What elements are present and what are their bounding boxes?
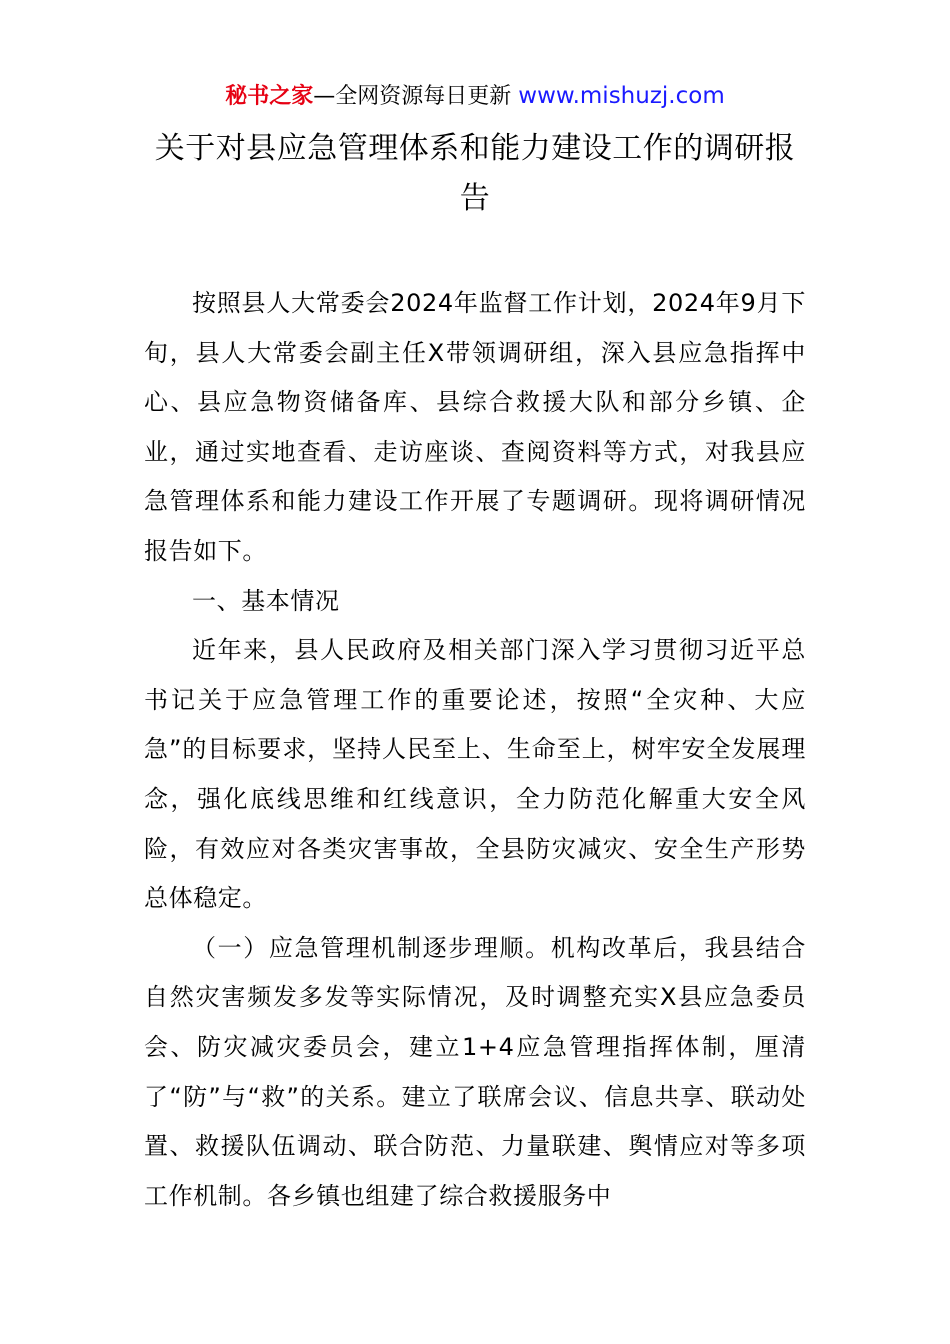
site-url-link[interactable]: www.mishuzj.com <box>518 83 725 109</box>
document-body <box>144 279 806 1221</box>
section-heading-basic-situation: 一、基本情况 <box>192 586 340 615</box>
document-title: 关于对县应急管理体系和能力建设工作的调研报告 <box>154 131 796 216</box>
site-header <box>0 78 950 115</box>
paragraph-subsection-1: （一）应急管理机制逐步理顺。机构改革后，我县结合自然灾害频发多发等实际情况，及时调整充实X县应急委员会、防灾减灾委员会，建立1+4应急管理指挥体制，厘清了“防”与“救”的关系。建立了联席会议、信息共享、联动处置、救援队伍调动、联合防范、力量联建、舆情应对等多项工作机制。各乡镇也组建了综合救援服务中 <box>144 933 806 1210</box>
brand-name: 秘书之家 <box>225 84 314 109</box>
paragraph-intro: 按照县人大常委会2024年监督工作计划，2024年9月下旬，县人大常委会副主任X带领调研组，深入县应急指挥中心、县应急物资储备库、县综合救援大队和部分乡镇、企业，通过实地查看、走访座谈、查阅资料等方式，对我县应急管理体系和能力建设工作开展了专题调研。现将调研情况报告如下。 <box>144 289 806 565</box>
header-tagline: —全网资源每日更新 <box>313 84 519 109</box>
paragraph-overview: 近年来，县人民政府及相关部门深入学习贯彻习近平总书记关于应急管理工作的重要论述，按照“全灾种、大应急”的目标要求，坚持人民至上、生命至上，树牢安全发展理念，强化底线思维和红线意识，全力防范化解重大安全风险，有效应对各类灾害事故，全县防灾减灾、安全生产形势总体稳定。 <box>144 636 806 913</box>
